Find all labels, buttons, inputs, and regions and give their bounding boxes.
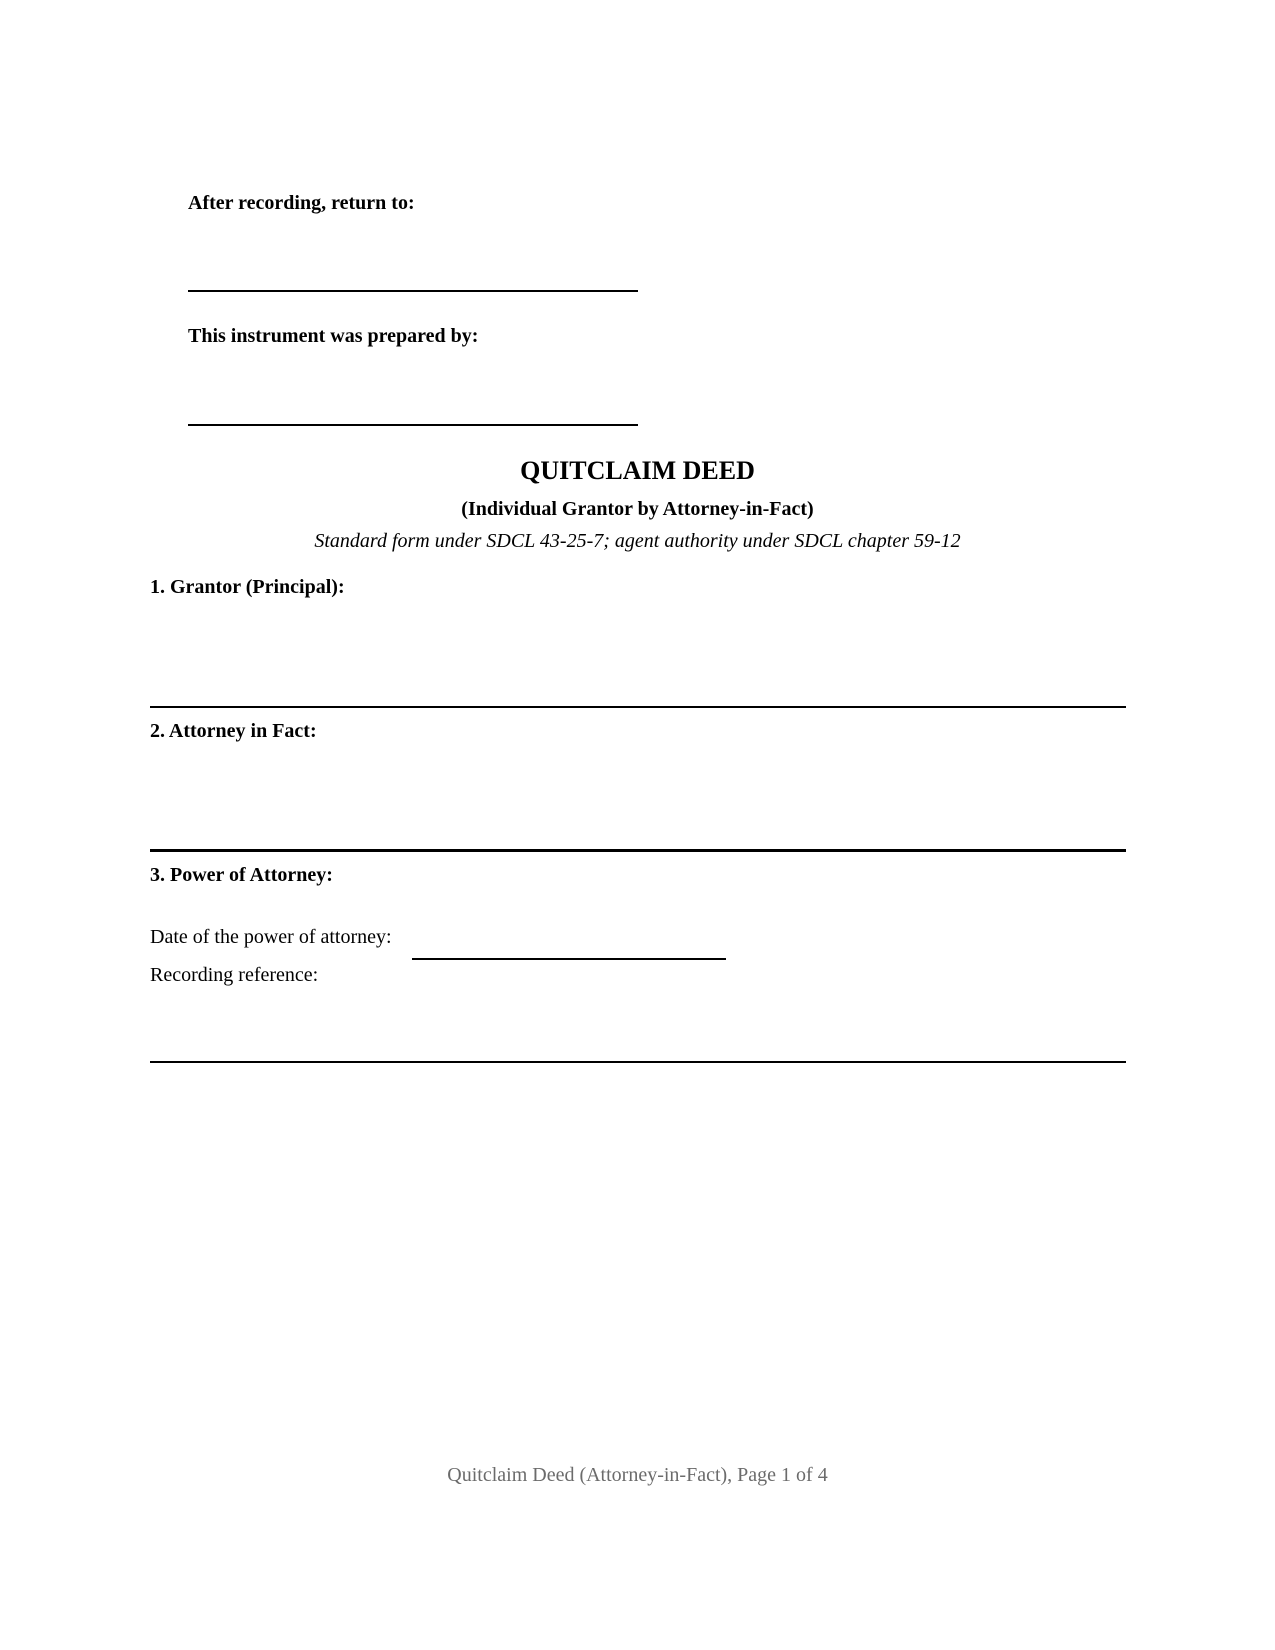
attorney-heading: 2. Attorney in Fact:	[150, 720, 317, 742]
recording-reference-label: Recording reference:	[150, 964, 319, 986]
document-subtitle: (Individual Grantor by Attorney-in-Fact)	[461, 498, 814, 520]
power-of-attorney-heading: 3. Power of Attorney:	[150, 864, 333, 886]
grantor-heading: 1. Grantor (Principal):	[150, 576, 345, 598]
power-date-label: Date of the power of attorney:	[150, 926, 392, 948]
return-to-label: After recording, return to:	[188, 192, 415, 214]
attorney-field-line[interactable]	[150, 849, 1126, 852]
prepared-by-label: This instrument was prepared by:	[188, 325, 479, 347]
prepared-by-field-line[interactable]	[188, 424, 638, 426]
grantor-field-line[interactable]	[150, 706, 1126, 708]
page-footer: Quitclaim Deed (Attorney-in-Fact), Page 1 of 4	[447, 1464, 828, 1486]
return-to-field-line[interactable]	[188, 290, 638, 292]
power-date-field-line[interactable]	[412, 958, 726, 960]
statute-note: Standard form under SDCL 43-25-7; agent authority under SDCL chapter 59-12	[314, 530, 961, 552]
recording-reference-field-line[interactable]	[150, 1061, 1126, 1063]
document-title: QUITCLAIM DEED	[520, 456, 755, 485]
